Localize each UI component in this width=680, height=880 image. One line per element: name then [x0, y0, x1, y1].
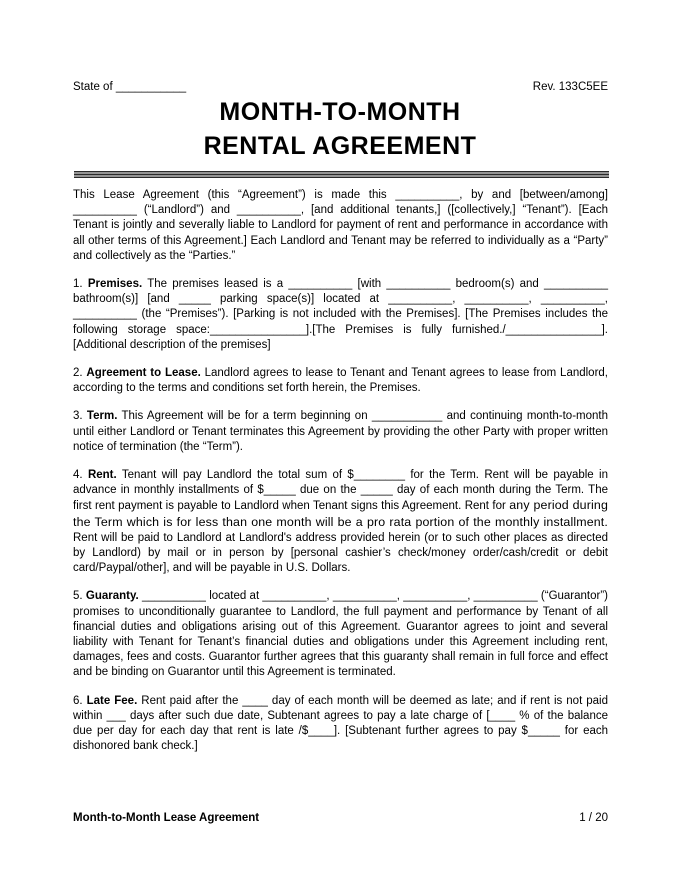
section-term	[73, 409, 608, 455]
footer-page-number: 1 / 20	[579, 812, 608, 824]
section-number: 1.	[73, 278, 83, 291]
document-title-line2: RENTAL AGREEMENT	[203, 132, 477, 160]
section-guaranty	[73, 589, 608, 680]
document-title-line1: MONTH-TO-MONTH	[219, 98, 461, 126]
revision-number: Rev. 133C5EE	[532, 81, 608, 93]
page-footer	[73, 811, 608, 825]
document-title	[0, 95, 680, 163]
intro-paragraph	[73, 188, 608, 264]
section-label: Term.	[86, 410, 118, 423]
document-body	[73, 188, 608, 768]
section-body: The premises leased is a __________ [with __________ bedroom(s) and __________ bathroom(s)] [and _____ parking space(s)] located at __________, __________, __________, __________ (the “Premises”). [Parking is not included with the Premises]. [The Premises includes the following storage space:_______________].[The Premises is fully furnished./_______________]. [Additional description of the premises]	[73, 278, 608, 351]
section-body: Landlord agrees to lease to Tenant and Tenant agrees to lease from Landlord, according to the terms and conditions set forth herein, the Premises.	[73, 367, 609, 395]
section-number: 5.	[73, 590, 83, 603]
intro-text: This Lease Agreement (this “Agreement”) is made this __________, by and [between/among] __________ (“Landlord”) and __________, [and additional tenants,] ([collectively,] “Tenant”). [Each Tenant is jointly and severally liable to Landlord for payment of rent and performance in accordance with all other terms of this Agreement.] Each Landlord and Tenant may be referred to individually as a “Party” and collectively as the “Parties.”	[73, 189, 608, 262]
section-body-post: Rent will be paid to Landlord at Landlord's address provided herein (or to such other places as directed by Landlord) by mail or in person by [personal cashier’s check/money order/cash/credit or debit card/Paypal/other], and will be payable in U.S. Dollars.	[73, 531, 608, 575]
section-late-fee	[73, 694, 608, 755]
page-header	[73, 80, 608, 94]
title-divider-rule	[74, 171, 609, 178]
section-number: 2.	[73, 367, 83, 380]
section-label: Guaranty.	[85, 590, 139, 603]
section-body: This Agreement will be for a term beginning on ___________ and continuing month-to-month until either Landlord or Tenant terminates this Agreement by providing the other Party with proper written notice of termination (the “Term”).	[73, 410, 608, 453]
state-of-line: State of ___________	[73, 81, 187, 93]
section-rent	[73, 468, 608, 576]
section-label: Late Fee.	[86, 694, 138, 707]
section-label: Agreement to Lease.	[86, 367, 201, 380]
section-number: 3.	[73, 410, 83, 423]
section-label: Rent.	[87, 469, 117, 482]
footer-doc-title: Month-to-Month Lease Agreement	[73, 812, 260, 824]
section-number: 6.	[73, 694, 83, 707]
section-number: 4.	[73, 469, 83, 482]
section-body-alt: any period during the Term which is for less than one month will be a pro rata portion of the monthly installment.	[73, 498, 608, 529]
section-agreement-to-lease	[73, 366, 608, 396]
section-body: Rent paid after the ____ day of each month will be deemed as late; and if rent is not paid within ___ days after such due date, Subtenant agrees to pay a late charge of [____ % of the balance due per day for each day that rent is late /$____]. [Subtenant further agrees to pay $_____ for each dishonored bank check.]	[73, 694, 609, 753]
section-body-pre: Tenant will pay Landlord the total sum of $________ for the Term. Rent will be payable in advance in monthly installments of $_____ due on the _____ day of each month during the Term. The first rent payment is payable to Landlord when Tenant signs this Agreement. Rent for	[73, 469, 608, 513]
section-premises	[73, 277, 608, 353]
section-body: __________ located at __________, __________, __________, __________ (“Guarantor”) promises to unconditionally guarantee to Landlord, the full payment and performance by Tenant of all financial duties and obligations arising out of this Agreement. Guarantor agrees to joint and several liability with Tenant for Tenant’s financial duties and obligations under this Agreement including rent, damages, fees and costs. Guarantor further agrees that this guaranty shall remain in full force and effect and be binding on Guarantor until this Agreement is terminated.	[73, 590, 609, 679]
section-label: Premises.	[87, 278, 143, 291]
